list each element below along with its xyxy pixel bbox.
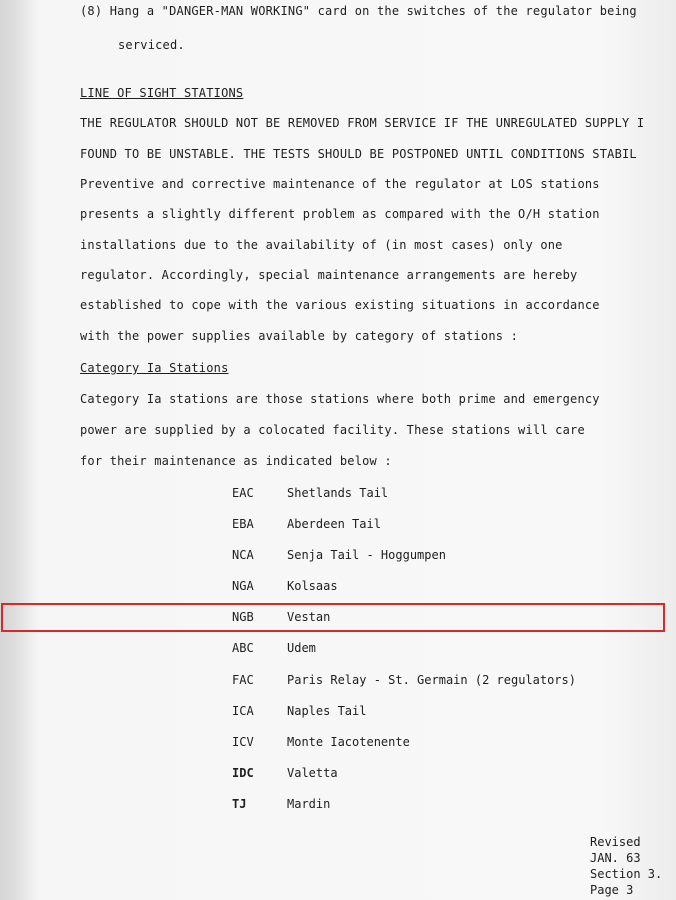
category-line: for their maintenance as indicated below : bbox=[80, 454, 392, 468]
step-8-line-2: serviced. bbox=[118, 38, 185, 52]
category-line: Category Ia stations are those stations where both prime and emergency bbox=[80, 392, 600, 406]
los-line: Preventive and corrective maintenance of the regulator at LOS stations bbox=[80, 177, 600, 191]
los-line: presents a slightly different problem as compared with the O/H station bbox=[80, 207, 600, 221]
station-code: ICA bbox=[232, 704, 254, 718]
scan-shadow bbox=[0, 0, 40, 900]
station-name: Udem bbox=[287, 641, 316, 655]
category-line: power are supplied by a colocated facility. These stations will care bbox=[80, 423, 585, 437]
station-name: Vestan bbox=[287, 610, 331, 624]
step-8-line-1: (8) Hang a "DANGER-MAN WORKING" card on the switches of the regulator being bbox=[80, 4, 637, 18]
los-line: with the power supplies available by category of stations : bbox=[80, 329, 519, 343]
revision-label: Revised bbox=[590, 835, 641, 849]
station-name: Monte Iacotenente bbox=[287, 735, 410, 749]
los-line: established to cope with the various existing situations in accordance bbox=[80, 298, 600, 312]
station-name: Kolsaas bbox=[287, 579, 338, 593]
highlight-box bbox=[1, 603, 665, 632]
revision-date: JAN. 63 bbox=[590, 851, 641, 865]
page-number: Page 3 bbox=[590, 883, 634, 897]
los-line: regulator. Accordingly, special maintenance arrangements are hereby bbox=[80, 268, 578, 282]
station-code: FAC bbox=[232, 673, 254, 687]
station-name: Aberdeen Tail bbox=[287, 517, 381, 531]
station-code: ICV bbox=[232, 735, 254, 749]
los-heading: LINE OF SIGHT STATIONS bbox=[80, 86, 244, 100]
los-line: installations due to the availability of (in most cases) only one bbox=[80, 238, 563, 252]
station-code: TJ bbox=[232, 797, 247, 811]
station-name: Valetta bbox=[287, 766, 338, 780]
station-code: NGB bbox=[232, 610, 254, 624]
station-code: EBA bbox=[232, 517, 254, 531]
station-name: Mardin bbox=[287, 797, 331, 811]
los-line: FOUND TO BE UNSTABLE. THE TESTS SHOULD BE POSTPONED UNTIL CONDITIONS STABIL bbox=[80, 147, 637, 161]
station-code: NCA bbox=[232, 548, 254, 562]
station-name: Shetlands Tail bbox=[287, 486, 389, 500]
station-code: NGA bbox=[232, 579, 254, 593]
station-code: IDC bbox=[232, 766, 254, 780]
station-name: Senja Tail - Hoggumpen bbox=[287, 548, 446, 562]
section-number: Section 3. bbox=[590, 867, 663, 881]
category-heading: Category Ia Stations bbox=[80, 361, 229, 375]
station-name: Paris Relay - St. Germain (2 regulators) bbox=[287, 673, 576, 687]
station-code: ABC bbox=[232, 641, 254, 655]
station-name: Naples Tail bbox=[287, 704, 367, 718]
station-code: EAC bbox=[232, 486, 254, 500]
los-line: THE REGULATOR SHOULD NOT BE REMOVED FROM SERVICE IF THE UNREGULATED SUPPLY I bbox=[80, 116, 645, 130]
